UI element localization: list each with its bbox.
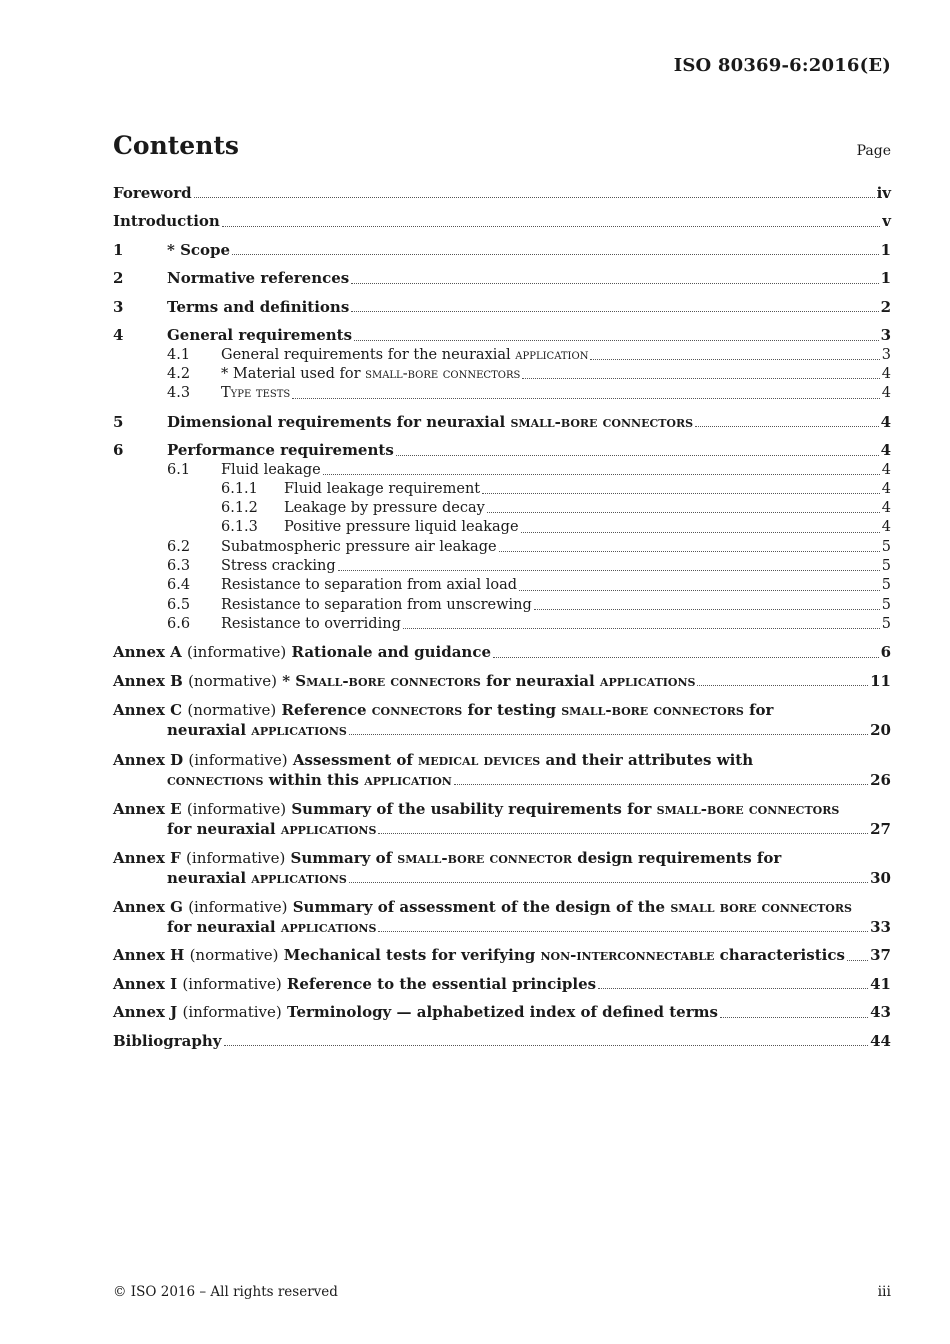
toc-title-continued: connections within this application [167, 770, 452, 789]
dot-leader [232, 254, 878, 255]
dot-leader [351, 311, 878, 312]
toc-entry-5[interactable] [113, 413, 891, 432]
toc-entry-4-3[interactable] [113, 384, 891, 403]
toc-page: 3 [880, 326, 891, 345]
toc-entry-bibliography[interactable] [113, 1032, 891, 1051]
contents-title: Contents [113, 131, 240, 160]
toc-title-continued: for neuraxial applications [167, 819, 377, 838]
toc-title: Fluid leakage requirement [284, 480, 481, 497]
dot-leader [847, 960, 868, 961]
toc-title: Annex E (informative) Summary of the usability requirements for small-bore connectors [113, 799, 840, 818]
toc-page: 4 [881, 461, 891, 478]
toc-number: 6.6 [167, 615, 191, 632]
toc-number: 4.2 [167, 366, 191, 383]
toc-title: Annex D (informative) Assessment of medical devices and their attributes with [113, 750, 754, 769]
toc-entry-2[interactable] [113, 269, 891, 288]
toc-title: Annex J (informative) Terminology — alphabetized index of defined terms [113, 1003, 718, 1022]
dot-leader [378, 833, 868, 834]
toc-entry-annex-f[interactable] [113, 848, 891, 888]
toc-title: Performance requirements [167, 441, 394, 460]
toc-page: 5 [881, 596, 891, 613]
dot-leader [493, 657, 879, 658]
toc-title: Annex F (informative) Summary of small-bore connector design requirements for [113, 848, 782, 867]
toc-title: * Scope [167, 240, 231, 259]
toc-page: 6 [880, 643, 891, 662]
toc-page: 4 [881, 500, 891, 517]
dot-leader [598, 988, 868, 989]
dot-leader [454, 784, 868, 785]
footer-copyright: © ISO 2016 – All rights reserved [113, 1284, 338, 1300]
toc-page: 4 [880, 412, 891, 431]
toc-entry-annex-j[interactable] [113, 1003, 891, 1022]
dot-leader [720, 1017, 868, 1018]
toc-title: Annex B (normative) * Small-bore connectors for neuraxial applications [113, 671, 696, 690]
toc-title: General requirements [167, 326, 353, 345]
toc-entry-4[interactable] [113, 326, 891, 345]
toc-page: 1 [880, 240, 891, 259]
toc-title: Annex I (informative) Reference to the essential principles [113, 974, 597, 993]
toc-page: 41 [870, 974, 891, 993]
toc-number: 6.1 [167, 461, 191, 478]
toc-page: 5 [881, 538, 891, 555]
dot-leader [590, 359, 879, 360]
toc-page: 30 [870, 868, 891, 887]
toc-title-continued: neuraxial applications [167, 868, 347, 887]
toc-entry-annex-i[interactable] [113, 975, 891, 994]
toc-number: 6.2 [167, 538, 191, 555]
dot-leader [292, 398, 880, 399]
toc-page: 20 [870, 721, 891, 740]
toc-page: 5 [881, 558, 891, 575]
toc-title: Foreword [113, 184, 192, 202]
dot-leader [222, 226, 880, 227]
toc-page: 4 [881, 519, 891, 536]
toc-entry-6-1-2[interactable] [113, 499, 891, 518]
page-column-label: Page [856, 143, 891, 159]
toc-title: Dimensional requirements for neuraxial small-bore connectors [167, 412, 694, 431]
toc-page: 5 [881, 615, 891, 632]
toc-entry-6-2[interactable] [113, 538, 891, 557]
toc-title-continued: neuraxial applications [167, 721, 347, 740]
toc-page: iv [876, 184, 891, 202]
dot-leader [487, 512, 880, 513]
footer-page-number: iii [877, 1284, 891, 1300]
toc-entry-annex-c[interactable] [113, 700, 891, 740]
dot-leader [349, 734, 868, 735]
toc-entry-6[interactable] [113, 441, 891, 460]
toc-title: General requirements for the neuraxial application [221, 346, 589, 363]
toc-page: 4 [881, 366, 891, 383]
document-id: ISO 80369-6:2016(E) [673, 55, 891, 76]
toc-number: 6.1.3 [221, 519, 258, 536]
toc-page: 43 [870, 1003, 891, 1022]
dot-leader [338, 570, 880, 571]
toc-entry-4-1[interactable] [113, 346, 891, 365]
dot-leader [534, 609, 880, 610]
dot-leader [354, 340, 879, 341]
toc-title: Resistance to separation from axial load [221, 577, 518, 594]
toc-title: Annex A (informative) Rationale and guidance [113, 643, 491, 662]
toc-title: Resistance to overriding [221, 615, 401, 632]
toc-entry-annex-h[interactable] [113, 946, 891, 965]
toc-page: 4 [881, 480, 891, 497]
dot-leader [224, 1045, 869, 1046]
toc-page: 1 [880, 269, 891, 288]
toc-number: 5 [113, 412, 124, 431]
toc-number: 6.5 [167, 596, 191, 613]
dot-leader [351, 283, 878, 284]
toc-number: 4 [113, 326, 124, 345]
toc-page: 26 [870, 770, 891, 789]
toc-entry-6-4[interactable] [113, 576, 891, 595]
toc-title: Normative references [167, 269, 350, 288]
toc-entry-4-2[interactable] [113, 365, 891, 384]
dot-leader [349, 882, 868, 883]
dot-leader [194, 197, 875, 198]
toc-title: Terms and definitions [167, 297, 350, 316]
toc-entry-1[interactable] [113, 241, 891, 260]
toc-number: 6.4 [167, 577, 191, 594]
toc-number: 6.1.1 [221, 480, 258, 497]
toc-title: Subatmospheric pressure air leakage [221, 538, 497, 555]
toc-entry-annex-e[interactable] [113, 799, 891, 839]
toc-entry-introduction[interactable] [113, 212, 891, 231]
toc-title: Fluid leakage [221, 461, 321, 478]
dot-leader [482, 493, 880, 494]
toc-page: 27 [870, 819, 891, 838]
toc-page: 44 [870, 1031, 891, 1050]
toc-page: 4 [881, 385, 891, 402]
dot-leader [697, 685, 868, 686]
toc-title: * Material used for small-bore connectors [221, 366, 521, 383]
toc-page: 37 [870, 946, 891, 965]
toc-entry-foreword[interactable] [113, 184, 891, 203]
toc-entry-annex-d[interactable] [113, 750, 891, 790]
toc-number: 6.1.2 [221, 500, 258, 517]
toc-title: Positive pressure liquid leakage [284, 519, 519, 536]
toc-page: 11 [870, 671, 891, 690]
toc-number: 4.3 [167, 385, 191, 402]
toc-title: Annex H (normative) Mechanical tests for verifying non-interconnectable characteristics [113, 946, 845, 965]
toc-page: 33 [870, 918, 891, 937]
toc-title: Resistance to separation from unscrewing [221, 596, 532, 613]
toc-entry-3[interactable] [113, 298, 891, 317]
toc-page: 5 [881, 577, 891, 594]
toc-entry-6-6[interactable] [113, 615, 891, 634]
dot-leader [499, 551, 880, 552]
toc-number: 2 [113, 269, 124, 288]
toc-entry-6-5[interactable] [113, 596, 891, 615]
dot-leader [521, 532, 880, 533]
toc-title: Annex G (informative) Summary of assessment of the design of the small bore connectors [113, 898, 852, 917]
dot-leader [403, 628, 880, 629]
toc-entry-6-1-3[interactable] [113, 518, 891, 537]
toc-title: Type tests [221, 385, 291, 402]
dot-leader [378, 931, 868, 932]
toc-entry-6-1-1[interactable] [113, 480, 891, 499]
toc-entry-annex-g[interactable] [113, 897, 891, 937]
toc-page: 2 [880, 297, 891, 316]
dot-leader [396, 455, 879, 456]
dot-leader [522, 378, 879, 379]
toc-title: Introduction [113, 212, 220, 231]
toc-number: 1 [113, 240, 124, 259]
toc-entry-6-1[interactable] [113, 461, 891, 480]
toc-title: Leakage by pressure decay [284, 500, 485, 517]
toc-title: Bibliography [113, 1031, 222, 1050]
dot-leader [323, 474, 880, 475]
toc-number: 4.1 [167, 346, 191, 363]
toc-page: 4 [880, 441, 891, 460]
toc-title-continued: for neuraxial applications [167, 918, 377, 937]
toc-page: 3 [881, 346, 891, 363]
toc-entry-annex-a[interactable] [113, 643, 891, 662]
toc-title: Stress cracking [221, 558, 336, 575]
dot-leader [695, 426, 878, 427]
toc-number: 6 [113, 441, 124, 460]
toc-number: 6.3 [167, 558, 191, 575]
toc-title: Annex C (normative) Reference connectors for testing small-bore connectors for [113, 701, 774, 720]
toc-entry-annex-b[interactable] [113, 672, 891, 691]
toc-entry-6-3[interactable] [113, 557, 891, 576]
table-of-contents [113, 184, 891, 1051]
toc-number: 3 [113, 297, 124, 316]
dot-leader [519, 590, 880, 591]
toc-page: v [882, 212, 891, 231]
